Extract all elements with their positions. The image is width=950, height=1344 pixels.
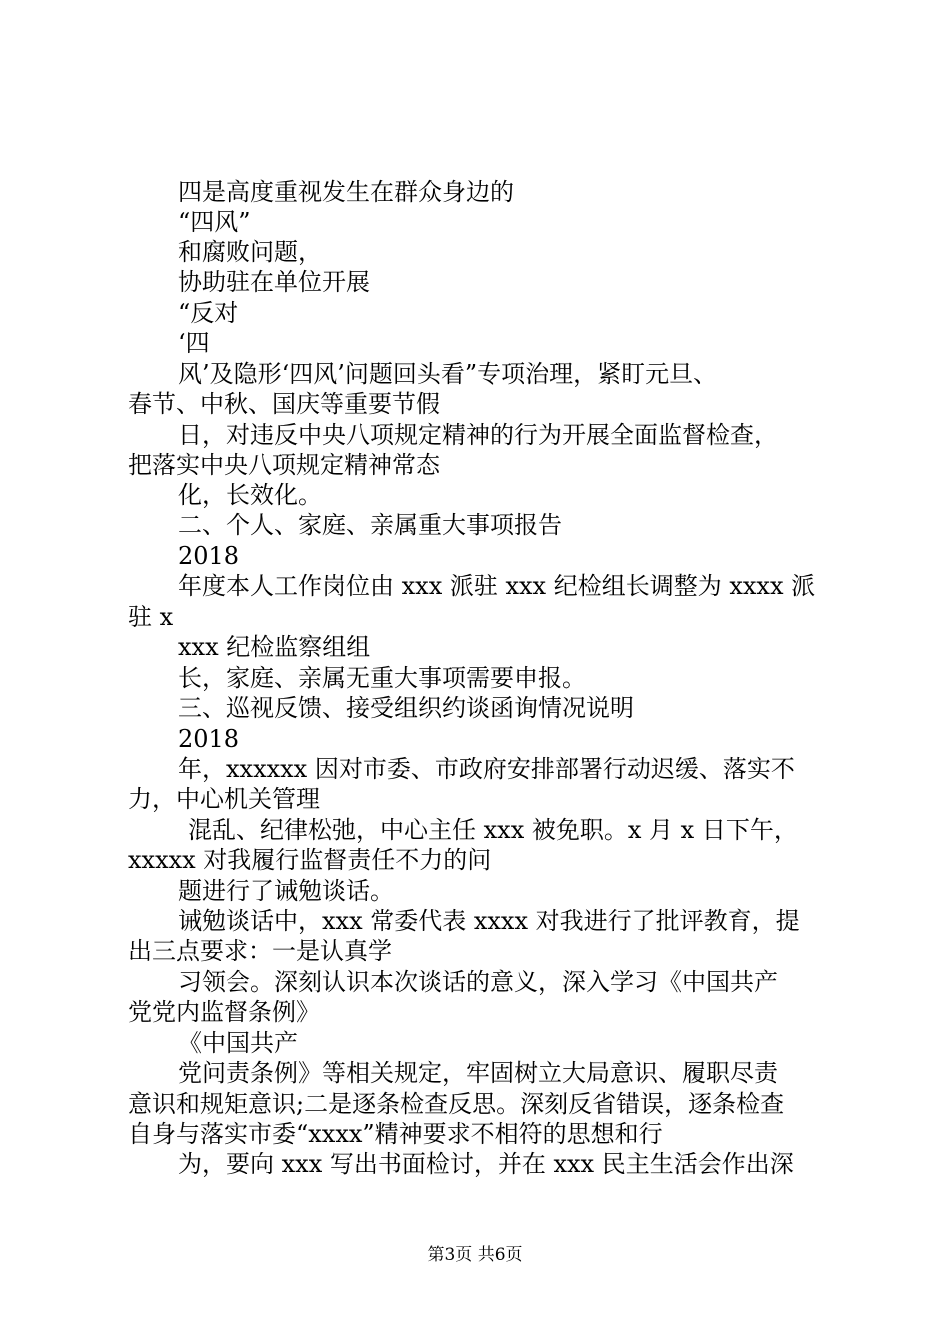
text-line: xxx 纪检监察组组 <box>178 633 371 661</box>
text-line: “反对 <box>178 299 239 327</box>
text-line: 党问责条例》等相关规定，牢固树立大局意识、履职尽责 <box>178 1059 778 1087</box>
text-line: 自身与落实市委“xxxx”精神要求不相符的思想和行 <box>128 1120 663 1148</box>
text-line: 诫勉谈话中，xxx 常委代表 xxxx 对我进行了批评教育，提 <box>178 907 800 935</box>
text-line: 春节、中秋、国庆等重要节假 <box>128 390 440 418</box>
section-heading: 二、个人、家庭、亲属重大事项报告 <box>178 511 562 539</box>
text-line: 和腐败问题， <box>178 238 322 266</box>
text-line: 混乱、纪律松弛，中心主任 xxx 被免职。x 月 x 日下午， <box>188 816 798 844</box>
text-line: 日，对违反中央八项规定精神的行为开展全面监督检查， <box>178 421 778 449</box>
text-line: 年，xxxxxx 因对市委、市政府安排部署行动迟缓、落实不 <box>178 755 795 783</box>
text-line: 题进行了诫勉谈话。 <box>178 877 394 905</box>
text-line: 习领会。深刻认识本次谈话的意义，深入学习《中国共产 <box>178 968 778 996</box>
text-line: xxxxx 对我履行监督责任不力的问 <box>128 846 492 874</box>
text-line: 2018 <box>178 725 240 753</box>
page-footer: 第3页 共6页 <box>427 1245 523 1265</box>
text-line: 出三点要求：一是认真学 <box>128 937 392 965</box>
text-line: “四风” <box>178 208 251 236</box>
text-line: 为，要向 xxx 写出书面检讨，并在 xxx 民主生活会作出深 <box>178 1150 794 1178</box>
section-heading: 三、巡视反馈、接受组织约谈函询情况说明 <box>178 694 634 722</box>
text-line: 协助驻在单位开展 <box>178 268 370 296</box>
text-line: 风’及隐形‘四风’问题回头看”专项治理，紧盯元旦、 <box>178 360 718 388</box>
text-line: 力，中心机关管理 <box>128 785 320 813</box>
text-line: 党党内监督条例》 <box>128 998 320 1026</box>
text-line: 长，家庭、亲属无重大事项需要申报。 <box>178 664 586 692</box>
text-line: 意识和规矩意识;二是逐条检查反思。深刻反省错误，逐条检查 <box>128 1090 785 1118</box>
text-line: 化，长效化。 <box>178 481 322 509</box>
text-line: 年度本人工作岗位由 xxx 派驻 xxx 纪检组长调整为 xxxx 派 <box>178 572 816 600</box>
text-line: ‘四 <box>178 329 210 357</box>
text-line: 驻 x <box>128 603 174 631</box>
text-line: 四是高度重视发生在群众身边的 <box>178 178 514 206</box>
text-line: 《中国共产 <box>178 1029 298 1057</box>
text-line: 2018 <box>178 542 240 570</box>
text-line: 把落实中央八项规定精神常态 <box>128 451 440 479</box>
